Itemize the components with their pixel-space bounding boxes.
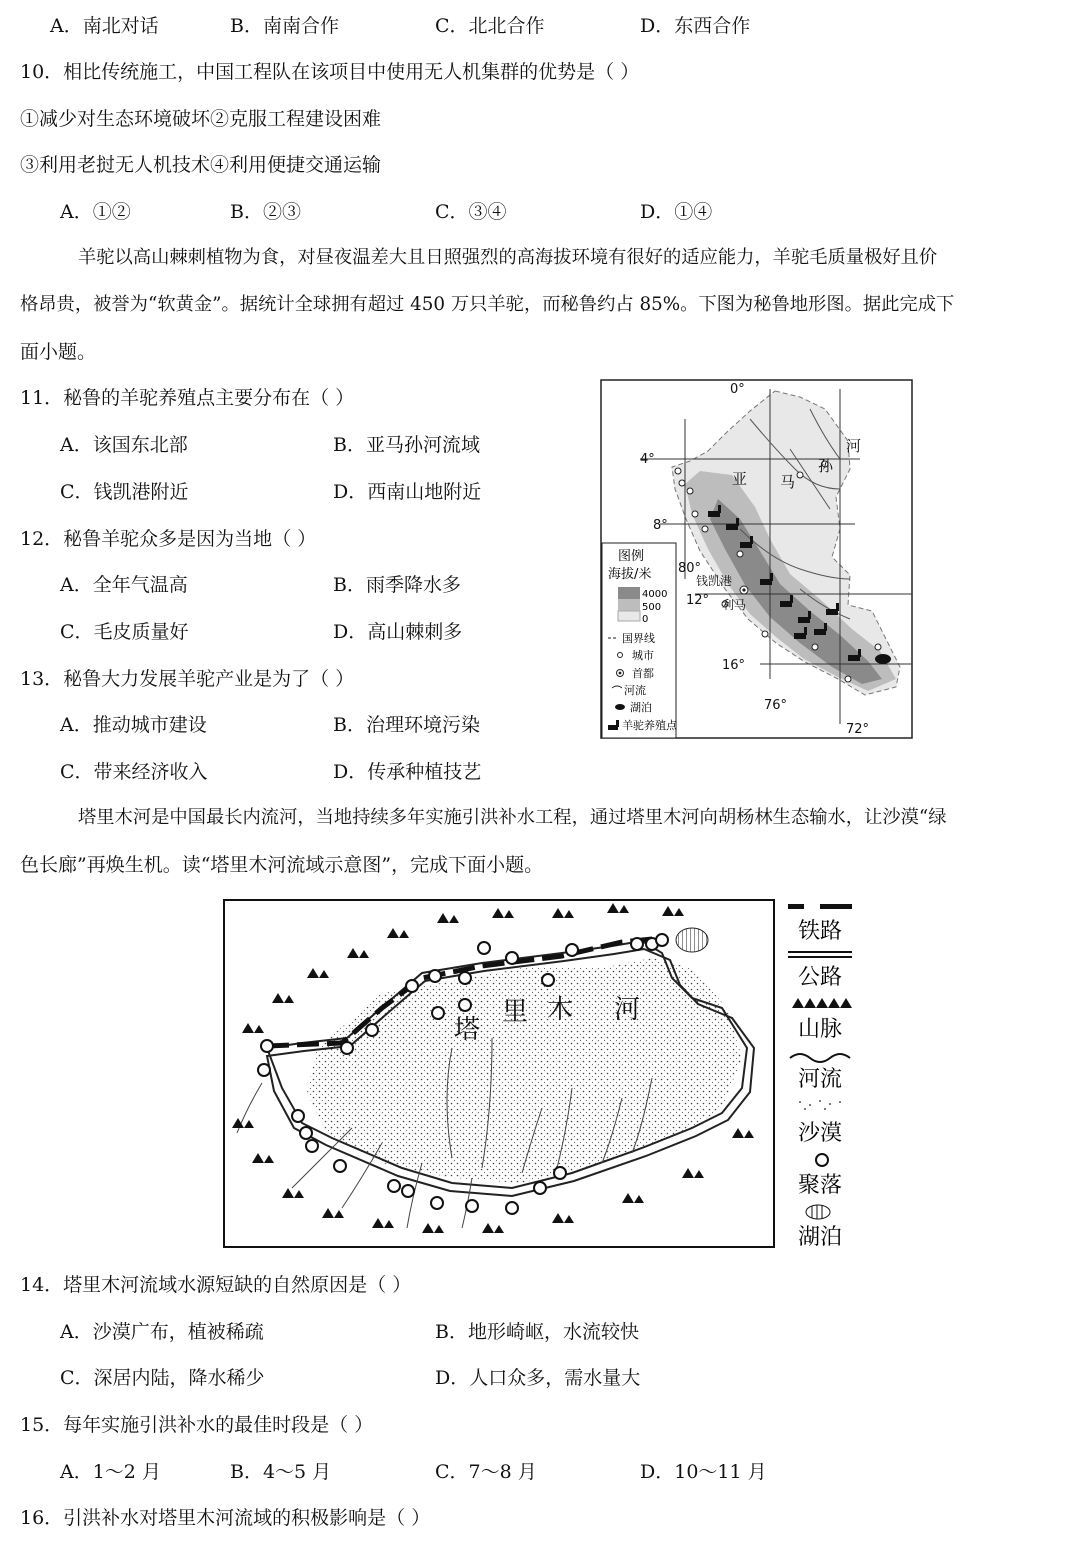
q11-stem: 11．秘鲁的羊驼养殖点主要分布在（ ） (20, 387, 355, 409)
lat-16-label: 16° (722, 658, 746, 673)
q11-option-a[interactable]: A．该国东北部 (60, 434, 188, 456)
q10-option-b[interactable]: B．②③ (230, 201, 301, 223)
q15-option-d[interactable]: D．10～11 月 (640, 1461, 767, 1483)
amazon-label-ya: 亚 (732, 470, 748, 488)
legend-road: 公路 (798, 965, 843, 990)
tarim-label-he: 河 (614, 995, 641, 1025)
legend-elev-0: 0 (642, 614, 649, 625)
q12-option-b[interactable]: B．雨季降水多 (333, 574, 461, 596)
city-lima-label: 利马 (722, 598, 747, 612)
q9-option-c[interactable]: C．北北合作 (435, 15, 545, 37)
legend-rail: 铁路 (798, 919, 843, 944)
q10-statement-1: ①减少对生态环境破坏②克服工程建设困难 (20, 108, 382, 130)
lat-4-label: 4° (640, 452, 655, 467)
q16-stem: 16．引洪补水对塔里木河流域的积极影响是（ ） (20, 1507, 431, 1529)
lat-0-label: 0° (730, 382, 745, 397)
q9-option-a[interactable]: A．南北对话 (50, 15, 159, 37)
passage-alpaca-line2: 格昂贵，被誉为“软黄金”。据统计全球拥有超过 450 万只羊驼，而秘鲁约占 85%。下图为秘鲁地形图。据此完成下 (20, 294, 955, 315)
legend-elevation: 海拔/米 (608, 567, 652, 582)
tarim-label-li: 里 (502, 997, 529, 1027)
q13-option-a[interactable]: A．推动城市建设 (60, 714, 207, 736)
peru-topographic-map (600, 379, 914, 740)
q10-stem: 10．相比传统施工，中国工程队在该项目中使用无人机集群的优势是（ ） (20, 61, 640, 83)
lat-8-label: 8° (653, 518, 668, 533)
q12-stem: 12．秘鲁羊驼众多是因为当地（ ） (20, 528, 317, 550)
legend-lake: 湖泊 (630, 701, 652, 714)
q14-option-b[interactable]: B．地形崎岖，水流较快 (435, 1321, 639, 1343)
passage-tarim-line1: 塔里木河是中国最长内流河，当地持续多年实施引洪补水工程，通过塔里木河向胡杨林生态输水，让沙漠“绿 (78, 807, 947, 828)
q11-option-d[interactable]: D．西南山地附近 (333, 481, 482, 503)
q14-option-d[interactable]: D．人口众多，需水量大 (435, 1367, 641, 1389)
q12-option-a[interactable]: A．全年气温高 (60, 574, 188, 596)
q15-option-b[interactable]: B．4～5 月 (230, 1461, 332, 1483)
tarim-basin-map (222, 898, 776, 1250)
q10-option-d[interactable]: D．①④ (640, 201, 713, 223)
city-qiankai-label: 钱凯港 (696, 574, 733, 588)
legend-elev-4000: 4000 (642, 589, 668, 600)
legend-title: 图例 (618, 549, 645, 564)
lat-12-label: 12° (686, 593, 710, 608)
lon-76-label: 76° (764, 698, 788, 713)
lon-72-label: 72° (846, 722, 870, 737)
q14-stem: 14．塔里木河流域水源短缺的自然原因是（ ） (20, 1274, 412, 1296)
passage-alpaca-line3: 面小题。 (20, 341, 97, 363)
q12-option-d[interactable]: D．高山棘刺多 (333, 621, 463, 643)
lon-80-label: 80° (678, 561, 702, 576)
q9-option-b[interactable]: B．南南合作 (230, 15, 339, 37)
q13-stem: 13．秘鲁大力发展羊驼产业是为了（ ） (20, 668, 355, 690)
legend-settlement: 聚落 (798, 1173, 843, 1198)
q9-option-d[interactable]: D．东西合作 (640, 15, 751, 37)
q11-option-c[interactable]: C．钱凯港附近 (60, 481, 189, 503)
legend-elev-500: 500 (642, 602, 662, 613)
legend-mountain: 山脉 (798, 1017, 843, 1042)
q12-option-c[interactable]: C．毛皮质量好 (60, 621, 189, 643)
legend-river: 河流 (624, 684, 646, 697)
q14-option-a[interactable]: A．沙漠广布，植被稀疏 (60, 1321, 264, 1343)
tarim-label-mu: 木 (547, 995, 574, 1025)
legend-lake-tarim: 湖泊 (798, 1225, 843, 1250)
tarim-map-legend (788, 900, 858, 1250)
q13-option-c[interactable]: C．带来经济收入 (60, 761, 208, 783)
q15-option-c[interactable]: C．7～8 月 (435, 1461, 537, 1483)
amazon-label-sun: 孙 (818, 457, 834, 475)
q10-option-c[interactable]: C．③④ (435, 201, 507, 223)
q15-option-a[interactable]: A．1～2 月 (60, 1461, 161, 1483)
q10-statement-2: ③利用老挝无人机技术④利用便捷交通运输 (20, 154, 382, 176)
legend-river-tarim: 河流 (798, 1067, 843, 1092)
tarim-label-ta: 塔 (454, 1015, 481, 1045)
legend-city: 城市 (632, 649, 654, 662)
amazon-label-he: 河 (846, 437, 862, 455)
legend-border: 国界线 (622, 632, 655, 645)
q11-option-b[interactable]: B．亚马孙河流域 (333, 434, 480, 456)
q10-option-a[interactable]: A．①② (60, 201, 131, 223)
q15-stem: 15．每年实施引洪补水的最佳时段是（ ） (20, 1414, 374, 1436)
passage-tarim-line2: 色长廊”再焕生机。读“塔里木河流域示意图”，完成下面小题。 (20, 854, 544, 876)
legend-alpaca: 羊驼养殖点 (622, 719, 677, 732)
q13-option-d[interactable]: D．传承种植技艺 (333, 761, 482, 783)
q13-option-b[interactable]: B．治理环境污染 (333, 714, 480, 736)
legend-capital: 首都 (632, 667, 654, 680)
peru-map-legend (602, 543, 678, 738)
amazon-label-ma: 马 (780, 473, 796, 491)
legend-desert: 沙漠 (798, 1121, 843, 1146)
passage-alpaca-line1: 羊驼以高山棘刺植物为食，对昼夜温差大且日照强烈的高海拔环境有很好的适应能力，羊驼毛质量极好且价 (78, 247, 938, 268)
q14-option-c[interactable]: C．深居内陆，降水稀少 (60, 1367, 265, 1389)
